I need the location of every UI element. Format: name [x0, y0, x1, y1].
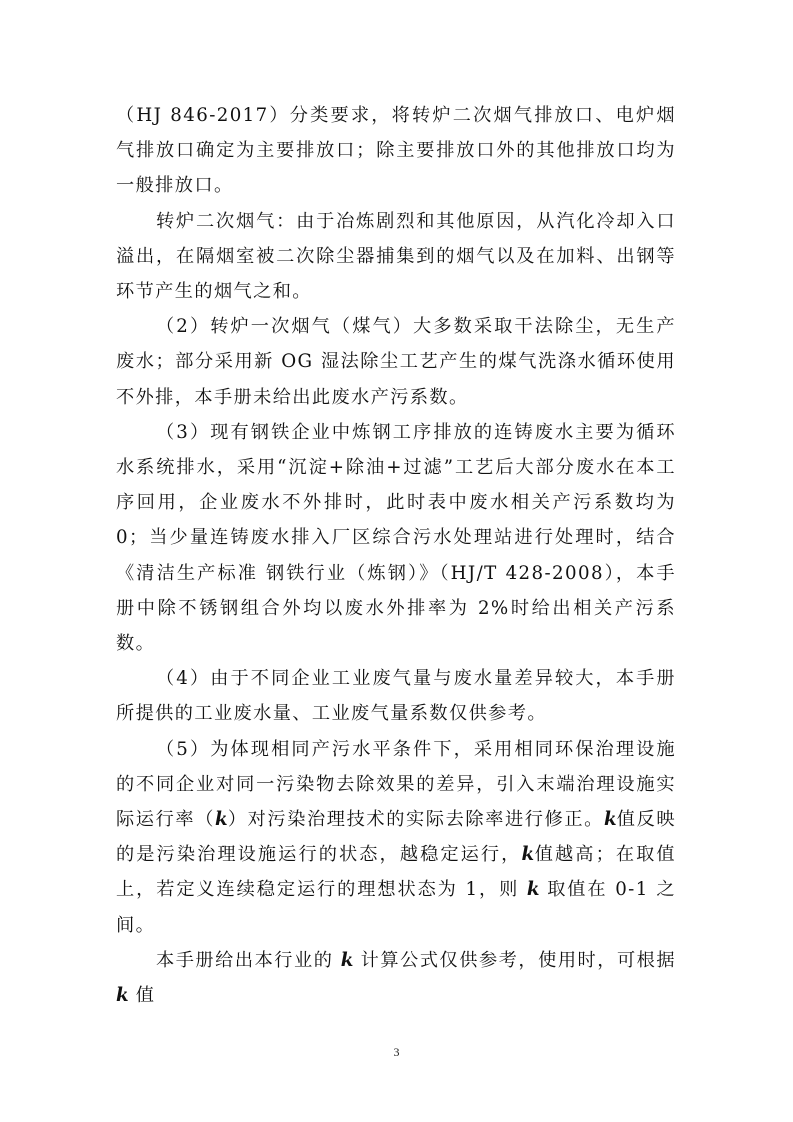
- k-symbol: k: [116, 985, 129, 1007]
- k-formula-text-3: 值: [128, 985, 156, 1007]
- k-paragraph-text-4: 值越高；在取值上，若定义连续稳定运行的理想状态为 1，则: [116, 844, 676, 901]
- k-paragraph-text-3: 值反映的是污染治理设施运行的状态，越稳定运行，: [116, 809, 676, 866]
- k-paragraph-text-1: （5）为体现相同产污水平条件下，采用相同环保治理设施的不同企业对同一污染物去除效果的差异，引入末端治理设施实际运行率（: [116, 738, 676, 831]
- paragraph-reference-coefficients: （4）由于不同企业工业废气量与废水量差异较大，本手册所提供的工业废水量、工业废气量系数仅供参考。: [116, 668, 676, 725]
- k-formula-text-2: 计算公式仅供参考，使用时，可根据: [353, 949, 676, 971]
- document-body: [116, 98, 676, 1013]
- paragraph-k-formula: [116, 943, 676, 1013]
- k-formula-text-1: 本手册给出本行业的: [156, 949, 341, 971]
- k-symbol: k: [215, 809, 228, 831]
- paragraph-k-operation-rate: [116, 732, 676, 943]
- paragraph-primary-flue-gas: （2）转炉一次烟气（煤气）大多数采取干法除尘，无生产废水；部分采用新 OG 湿法除尘工艺产生的煤气洗涤水循环使用不外排，本手册未给出此废水产污系数。: [116, 316, 676, 408]
- paragraph-continuous-casting-wastewater: （3）现有钢铁企业中炼钢工序排放的连铸废水主要为循环水系统排水，采用“沉淀+除油+过滤”工艺后大部分废水在本工序回用，企业废水不外排时，此时表中废水相关产污系数均为 0；当少量连铸废水排入厂区综合污水处理站进行处理时，结合《清洁生产标准 钢铁行业（炼钢）》（HJ/T 428-2008），本手册中除不锈钢组合外均以废水外排率为 2%时给出相关产污系数。: [116, 421, 676, 655]
- k-paragraph-text-2: ）对污染治理技术的实际去除率进行修正。: [227, 809, 604, 831]
- page-number: 3: [393, 1045, 400, 1059]
- k-paragraph-text-5: 取值在 0-1 之间。: [116, 879, 676, 936]
- paragraph-secondary-flue-gas: 转炉二次烟气：由于冶炼剧烈和其他原因，从汽化冷却入口溢出，在隔烟室被二次除尘器捕集到的烟气以及在加料、出钢等环节产生的烟气之和。: [116, 210, 676, 303]
- k-symbol: k: [526, 879, 540, 901]
- paragraph-standard-classification: （HJ 846-2017）分类要求，将转炉二次烟气排放口、电炉烟气排放口确定为主要排放口；除主要排放口外的其他排放口均为一般排放口。: [116, 105, 676, 197]
- k-symbol: k: [603, 809, 617, 831]
- k-symbol: k: [521, 844, 535, 866]
- k-symbol: k: [340, 949, 354, 971]
